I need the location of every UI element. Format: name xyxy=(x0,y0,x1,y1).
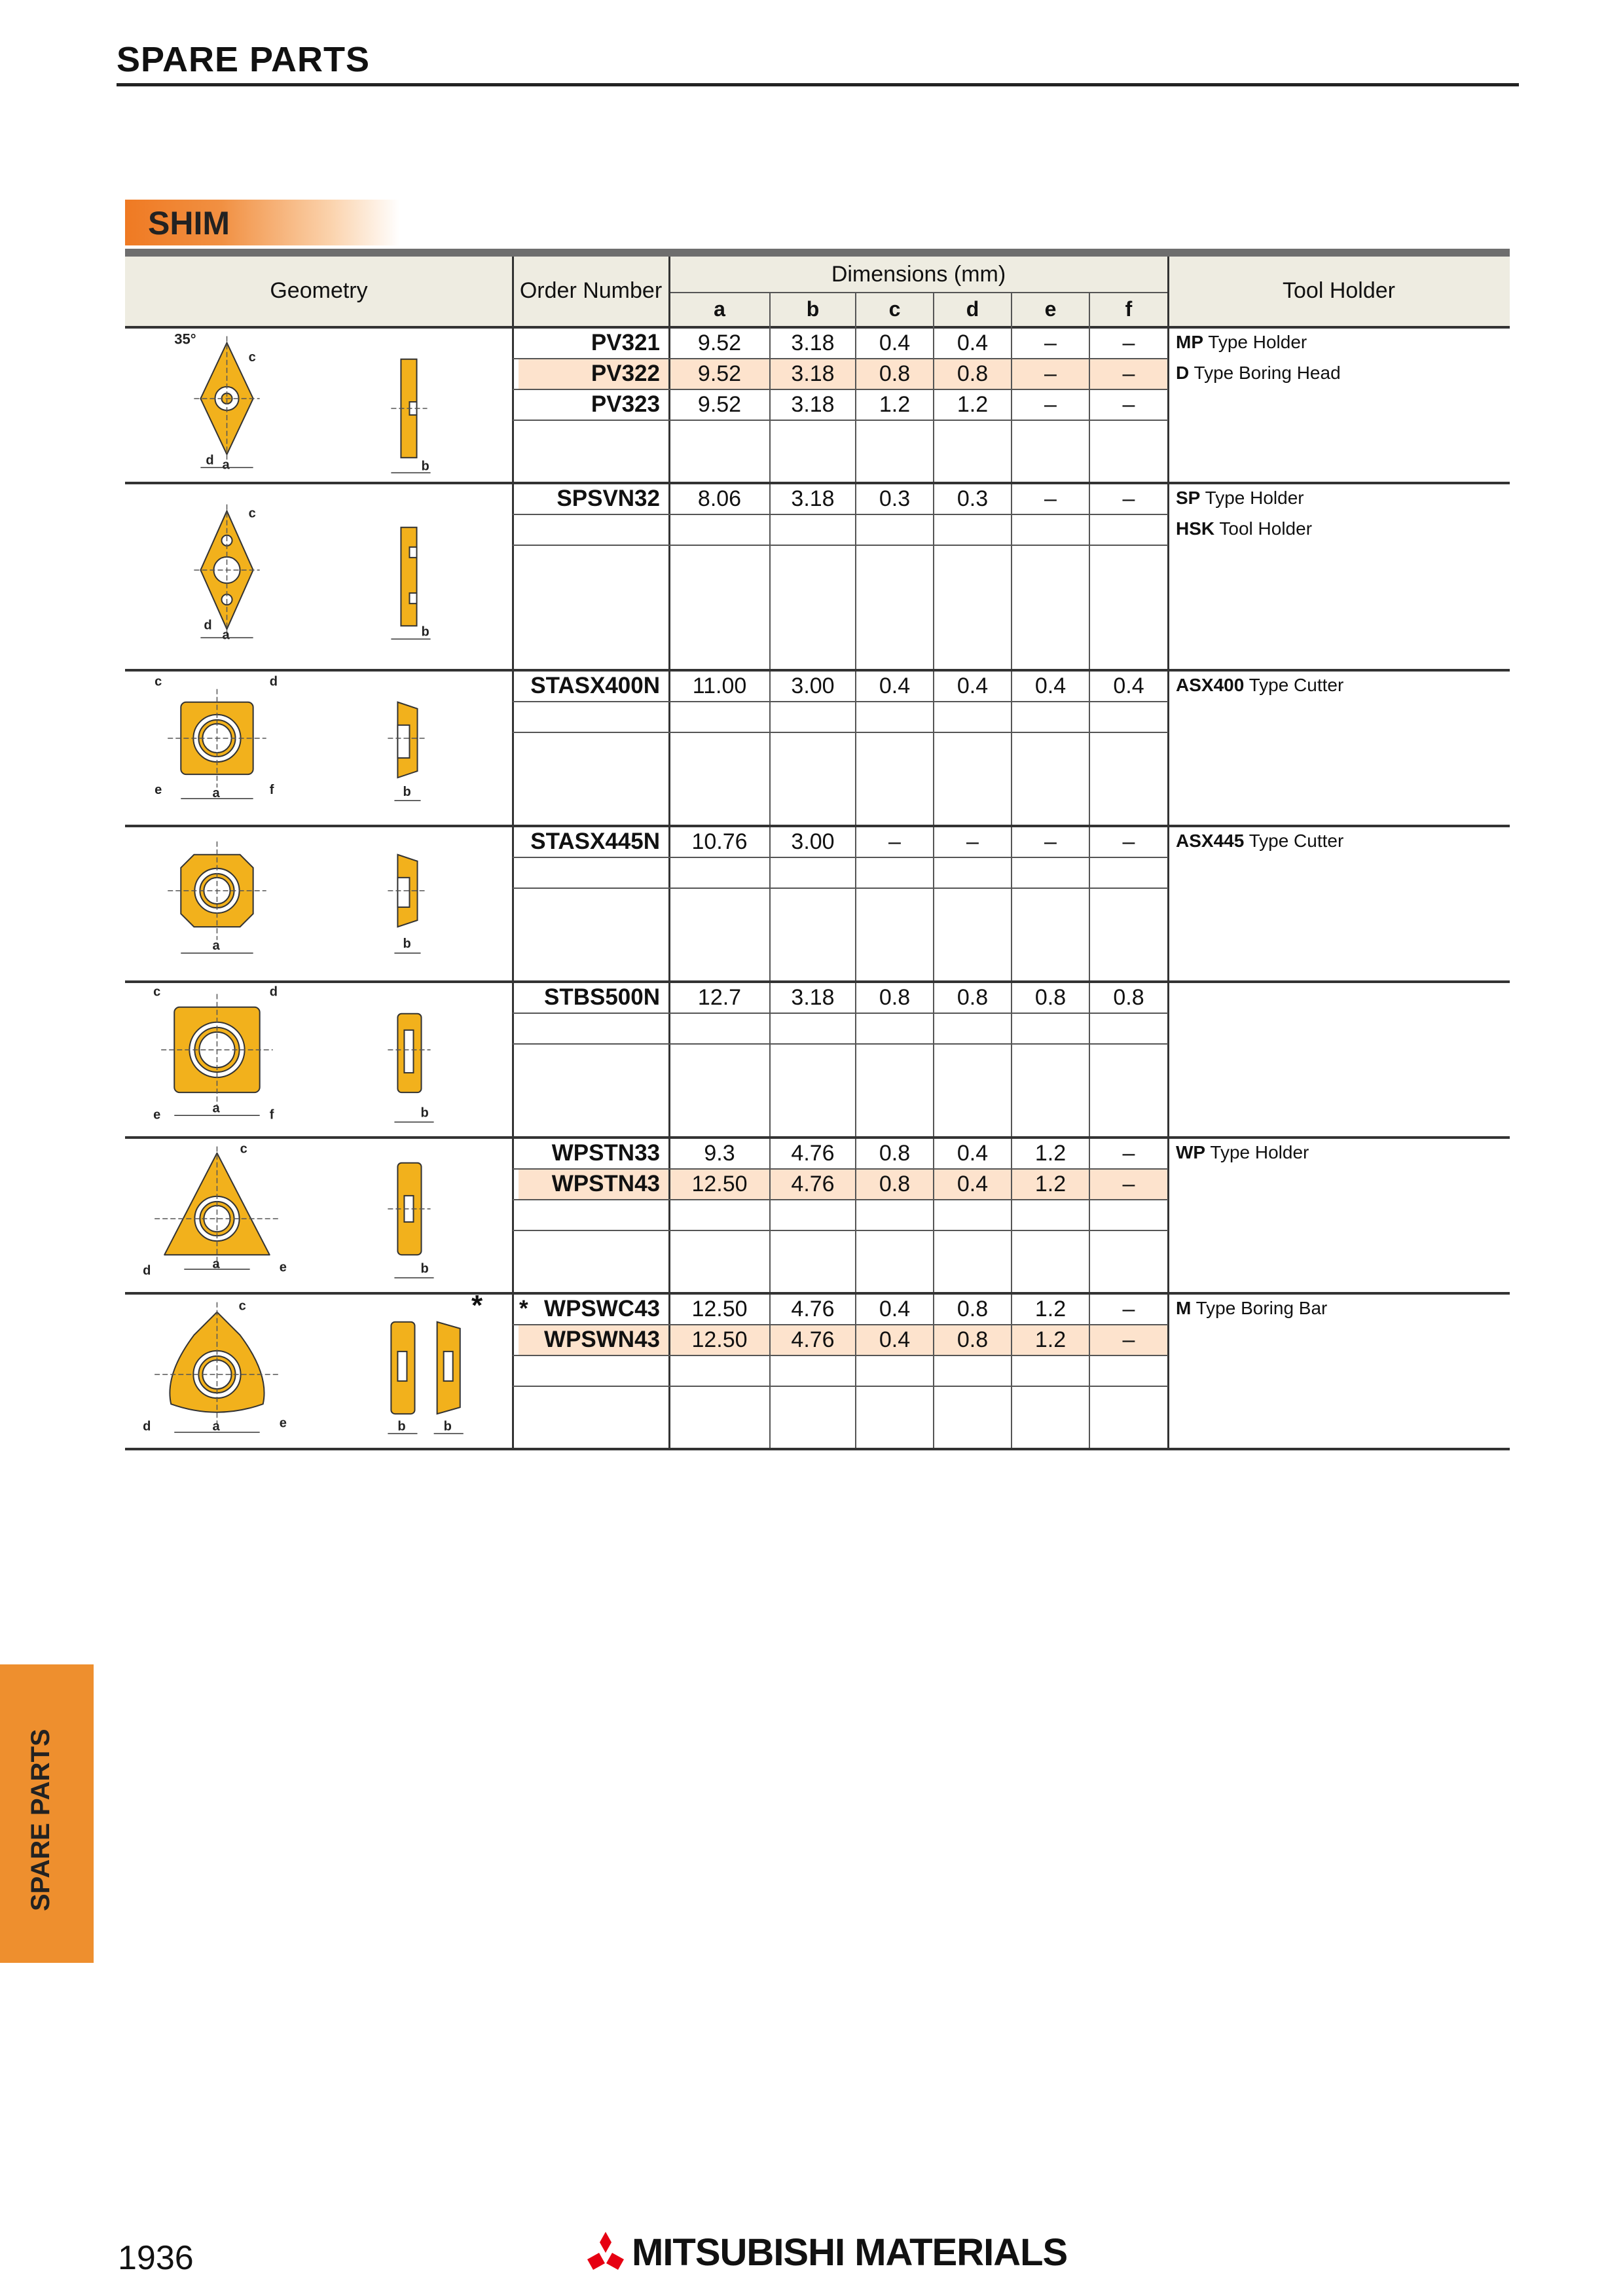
svg-text:c: c xyxy=(155,674,162,689)
dim-e-value: 1.2 xyxy=(1034,1327,1067,1352)
row-rule xyxy=(513,1013,1168,1014)
dim-e-value: 1.2 xyxy=(1034,1141,1067,1166)
brand-name: MITSUBISHI MATERIALS xyxy=(632,2231,1068,2274)
dim-a-value: 10.76 xyxy=(691,829,748,854)
dim-f-value: – xyxy=(1122,1172,1135,1196)
dim-b-value: 4.76 xyxy=(791,1172,835,1196)
svg-text:d: d xyxy=(143,1419,151,1434)
header-dim-b: b xyxy=(806,297,820,321)
svg-text:f: f xyxy=(269,783,274,798)
order-number[interactable]: PV322 xyxy=(591,361,660,386)
dim-b-value: 4.76 xyxy=(791,1297,835,1321)
dim-a-value: 9.52 xyxy=(697,361,742,386)
svg-text:d: d xyxy=(143,1263,151,1278)
svg-text:b: b xyxy=(403,937,411,952)
section-rule xyxy=(125,249,1510,257)
dim-b-value: 3.00 xyxy=(791,673,835,698)
order-number[interactable]: WPSWN43 xyxy=(544,1327,660,1352)
row-rule xyxy=(513,1230,1168,1231)
page-number: 1936 xyxy=(118,2239,194,2277)
tool-holder-code: ASX445 xyxy=(1176,831,1245,851)
dim-column-rule xyxy=(1089,292,1090,1449)
svg-text:a: a xyxy=(212,1101,220,1116)
dim-a-value: 12.50 xyxy=(691,1297,748,1321)
tool-holder-type: Type Holder xyxy=(1200,488,1304,508)
row-rule xyxy=(513,1043,1168,1045)
dim-e-value: 0.4 xyxy=(1034,673,1067,698)
tool-holder-label xyxy=(1176,514,1312,544)
svg-text:b: b xyxy=(420,1261,429,1276)
tool-holder-code: SP xyxy=(1176,488,1201,508)
svg-text:a: a xyxy=(222,628,230,643)
tool-holder-type: Type Cutter xyxy=(1244,831,1344,851)
dim-f-value: – xyxy=(1122,392,1135,417)
dim-b-value: 3.18 xyxy=(791,331,835,355)
dim-b-value: 3.18 xyxy=(791,486,835,511)
tool-holder-label xyxy=(1176,358,1341,388)
dim-d-value: 0.4 xyxy=(957,1141,989,1166)
tool-holder-code: WP xyxy=(1176,1142,1206,1162)
dim-a-value: 12.7 xyxy=(697,985,742,1010)
order-number[interactable]: SPSVN32 xyxy=(556,486,660,511)
dim-e-value: – xyxy=(1044,361,1057,386)
dim-f-value: – xyxy=(1122,1297,1135,1321)
dim-c-value: 0.8 xyxy=(879,985,911,1010)
svg-text:d: d xyxy=(204,618,212,633)
svg-text:c: c xyxy=(240,1141,247,1157)
dim-d-value: 1.2 xyxy=(957,392,989,417)
title-rule xyxy=(117,83,1519,86)
dim-column-rule xyxy=(769,292,771,1449)
row-rule xyxy=(513,732,1168,733)
mitsubishi-logo-icon xyxy=(585,2232,627,2270)
dim-a-value: 9.52 xyxy=(697,392,742,417)
dim-f-value: – xyxy=(1122,486,1135,511)
dim-f-value: – xyxy=(1122,361,1135,386)
row-rule xyxy=(513,545,1168,546)
tool-holder-label xyxy=(1176,1293,1327,1323)
svg-text:d: d xyxy=(269,674,278,689)
row-rule xyxy=(513,1386,1168,1387)
row-rule xyxy=(513,701,1168,702)
dim-b-value: 4.76 xyxy=(791,1141,835,1166)
row-rule xyxy=(513,1355,1168,1356)
row-rule xyxy=(513,888,1168,889)
dim-d-value: 0.4 xyxy=(957,1172,989,1196)
order-number[interactable]: PV323 xyxy=(591,391,660,417)
dim-a-value: 11.00 xyxy=(692,673,747,698)
svg-text:d: d xyxy=(269,984,278,999)
dim-d-value: 0.8 xyxy=(957,985,989,1010)
triangle-shim-icon xyxy=(128,1139,509,1291)
tool-holder-type: Type Holder xyxy=(1205,1142,1309,1162)
header-dim-e: e xyxy=(1044,297,1057,321)
header-dimensions: Dimensions (mm) xyxy=(831,262,1006,287)
dim-c-value: – xyxy=(888,829,901,854)
dim-c-value: 0.4 xyxy=(879,673,911,698)
order-number[interactable]: STASX445N xyxy=(530,829,660,854)
svg-text:a: a xyxy=(212,786,220,801)
dim-d-value: 0.8 xyxy=(957,361,989,386)
order-number[interactable]: PV321 xyxy=(591,330,660,355)
trigon-shim-icon xyxy=(128,1295,509,1447)
tool-holder-code: M xyxy=(1176,1298,1192,1318)
tool-holder-type: Type Boring Bar xyxy=(1191,1298,1328,1318)
dim-e-value: 0.8 xyxy=(1034,985,1067,1010)
dim-c-value: 0.8 xyxy=(879,361,911,386)
svg-text:c: c xyxy=(248,350,256,365)
svg-text:b: b xyxy=(403,785,411,800)
dim-d-value: 0.4 xyxy=(957,331,989,355)
dim-d-value: 0.3 xyxy=(957,486,989,511)
dim-d-value: 0.8 xyxy=(957,1297,989,1321)
dim-f-value: 0.8 xyxy=(1113,985,1144,1010)
svg-text:d: d xyxy=(206,453,214,468)
tool-holder-label xyxy=(1176,1138,1309,1168)
dim-c-value: 0.8 xyxy=(879,1172,911,1196)
dim-b-value: 3.00 xyxy=(791,829,835,854)
dim-e-value: – xyxy=(1044,829,1057,854)
row-rule xyxy=(513,420,1168,421)
order-number[interactable]: WPSTN33 xyxy=(551,1140,660,1166)
svg-text:b: b xyxy=(443,1419,452,1434)
header-dim-a: a xyxy=(714,297,725,321)
dim-e-value: – xyxy=(1044,486,1057,511)
dim-a-value: 8.06 xyxy=(697,486,742,511)
order-number[interactable]: STBS500N xyxy=(543,984,660,1010)
dim-a-value: 9.52 xyxy=(697,331,742,355)
svg-text:a: a xyxy=(212,1257,220,1272)
section-title: SHIM xyxy=(148,205,230,242)
header-divider xyxy=(669,292,1168,293)
dim-b-value: 3.18 xyxy=(791,361,835,386)
tool-holder-type: Type Cutter xyxy=(1244,675,1344,695)
dim-f-value: – xyxy=(1122,1327,1135,1352)
dim-f-value: – xyxy=(1122,829,1135,854)
page-title: SPARE PARTS xyxy=(117,40,371,79)
dim-c-value: 0.4 xyxy=(879,1297,911,1321)
header-order-number: Order Number xyxy=(519,278,663,303)
row-rule xyxy=(513,1199,1168,1200)
dim-b-value: 4.76 xyxy=(791,1327,835,1352)
svg-text:e: e xyxy=(279,1416,287,1431)
svg-text:e: e xyxy=(155,783,162,798)
row-rule xyxy=(513,857,1168,858)
header-geometry: Geometry xyxy=(270,278,368,303)
dim-d-value: 0.4 xyxy=(957,673,989,698)
dim-c-value: 0.4 xyxy=(879,1327,911,1352)
tool-holder-type: Type Holder xyxy=(1203,332,1307,352)
header-tool-holder: Tool Holder xyxy=(1283,278,1395,303)
svg-text:b: b xyxy=(421,459,429,474)
tool-holder-type: Tool Holder xyxy=(1214,518,1313,539)
dim-c-value: 1.2 xyxy=(879,392,911,417)
dim-f-value: – xyxy=(1122,1141,1135,1166)
tool-holder-label xyxy=(1176,826,1343,856)
header-dim-d: d xyxy=(966,297,979,321)
svg-text:c: c xyxy=(238,1299,246,1314)
tool-holder-code: ASX400 xyxy=(1176,675,1245,695)
tool-holder-label xyxy=(1176,670,1343,700)
asterisk-marker-geometry: * xyxy=(471,1289,483,1321)
svg-text:b: b xyxy=(397,1419,406,1434)
dim-d-value: 0.8 xyxy=(957,1327,989,1352)
tool-holder-label xyxy=(1176,483,1304,513)
svg-text:b: b xyxy=(421,624,429,639)
dim-column-rule xyxy=(933,292,934,1449)
dim-column-rule xyxy=(1011,292,1012,1449)
order-number[interactable]: WPSTN43 xyxy=(551,1171,660,1196)
dim-f-value: – xyxy=(1122,331,1135,355)
svg-text:b: b xyxy=(420,1105,429,1121)
tool-holder-code: MP xyxy=(1176,332,1203,352)
dim-c-value: 0.4 xyxy=(879,331,911,355)
svg-text:e: e xyxy=(279,1260,287,1275)
rhombic-35-shim-icon xyxy=(128,329,509,481)
row-rule xyxy=(513,514,1168,515)
dim-f-value: 0.4 xyxy=(1113,673,1144,698)
tool-holder-type: Type Boring Head xyxy=(1189,363,1341,383)
svg-text:c: c xyxy=(248,506,256,521)
octagonal-shim-icon xyxy=(128,828,509,980)
asterisk-marker: * xyxy=(519,1296,528,1321)
svg-text:f: f xyxy=(269,1107,274,1122)
dim-e-value: 1.2 xyxy=(1034,1172,1067,1196)
side-tab-label: SPARE PARTS xyxy=(26,1729,55,1911)
dim-e-value: 1.2 xyxy=(1034,1297,1067,1321)
dim-c-value: 0.3 xyxy=(879,486,911,511)
dim-b-value: 3.18 xyxy=(791,985,835,1010)
dim-b-value: 3.18 xyxy=(791,392,835,417)
square-shim-icon xyxy=(128,984,509,1136)
svg-text:a: a xyxy=(212,1419,220,1434)
dim-c-value: 0.8 xyxy=(879,1141,911,1166)
dim-column-rule xyxy=(855,292,856,1449)
svg-text:a: a xyxy=(222,457,230,473)
dim-e-value: – xyxy=(1044,392,1057,417)
order-number[interactable]: WPSWC43 xyxy=(544,1296,660,1321)
dim-a-value: 9.3 xyxy=(704,1141,735,1166)
group-rule xyxy=(125,1448,1510,1450)
tool-holder-label xyxy=(1176,327,1307,357)
square-chamfer-shim-icon xyxy=(128,672,509,824)
rhombic-twin-hole-shim-icon xyxy=(128,485,509,668)
svg-text:c: c xyxy=(153,984,161,999)
svg-text:a: a xyxy=(212,939,220,954)
header-dim-f: f xyxy=(1125,297,1133,321)
dim-e-value: – xyxy=(1044,331,1057,355)
order-number[interactable]: STASX400N xyxy=(530,673,660,698)
tool-holder-code: HSK xyxy=(1176,518,1215,539)
tool-holder-code: D xyxy=(1176,363,1190,383)
header-dim-c: c xyxy=(888,297,901,321)
dim-a-value: 12.50 xyxy=(691,1327,748,1352)
dim-d-value: – xyxy=(966,829,979,854)
svg-text:e: e xyxy=(153,1107,161,1122)
dim-a-value: 12.50 xyxy=(691,1172,748,1196)
svg-text:35°: 35° xyxy=(174,331,196,348)
